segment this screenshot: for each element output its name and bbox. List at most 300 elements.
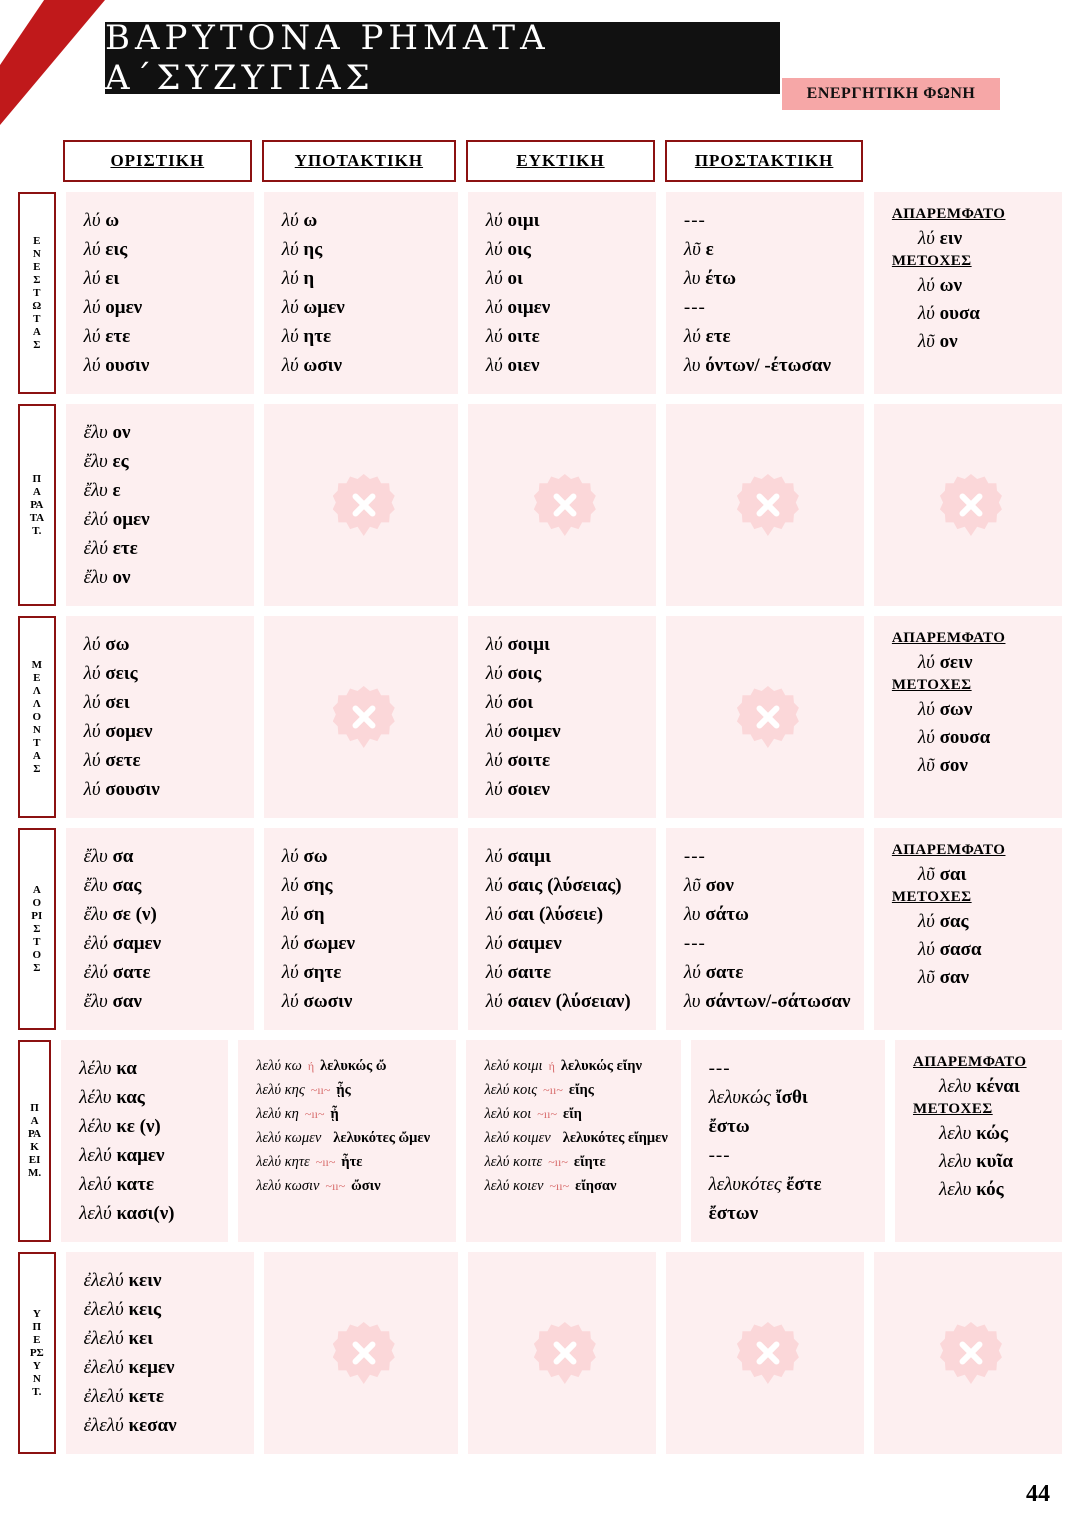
verb-stem: ἐλύ <box>83 933 113 954</box>
verb-ending: σον <box>705 875 734 896</box>
tense-row <box>18 1040 1062 1242</box>
compound-row <box>256 1174 444 1198</box>
compound-row <box>484 1126 668 1150</box>
cell-imperative-empty <box>666 404 864 606</box>
verb-form <box>84 563 242 592</box>
compound-periphrastic: εἴησαν <box>575 1178 617 1194</box>
tense-label-text: ΠΑΡΑΚΕΙΜ. <box>27 1102 42 1179</box>
compound-simple: λελύ κοι <box>484 1106 532 1122</box>
verb-form <box>84 1266 242 1295</box>
verb-stem: λύ <box>485 846 508 867</box>
verb-stem: λύ <box>83 721 106 742</box>
cell-subjunctive-empty <box>264 404 458 606</box>
verb-stem: λύ <box>485 991 508 1012</box>
verb-form <box>486 351 644 380</box>
verb-form <box>918 908 1050 936</box>
tense-label <box>18 828 56 1030</box>
verb-form <box>84 351 242 380</box>
verb-ending: εις <box>105 239 128 260</box>
cell-nonfinite <box>874 192 1062 394</box>
verb-ending: οιμεν <box>507 297 551 318</box>
cell-imperative-empty <box>666 1252 864 1454</box>
page-number: 44 <box>1026 1481 1050 1507</box>
verb-stem: λῦ <box>683 239 706 260</box>
verb-stem: λύ <box>83 268 106 289</box>
verb-ending: οιμι <box>507 210 540 231</box>
verb-stem: λύ <box>83 692 106 713</box>
verb-ending: κετε <box>128 1386 165 1407</box>
verb-ending: σητε <box>303 962 342 983</box>
compound-periphrastic: ἦτε <box>341 1154 363 1170</box>
verb-form <box>84 1295 242 1324</box>
not-applicable-icon <box>737 686 799 748</box>
verb-ending: σω <box>303 846 328 867</box>
verb-stem: ἐλελύ <box>83 1415 129 1436</box>
verb-stem: λύ <box>485 239 508 260</box>
compound-row <box>256 1078 444 1102</box>
verb-form <box>684 958 852 987</box>
verb-form <box>486 746 644 775</box>
verb-ending: ετε <box>112 538 138 559</box>
verb-form <box>282 322 446 351</box>
cell-nonfinite <box>874 616 1062 818</box>
compound-separator: ~ıı~ <box>315 1155 336 1169</box>
verb-ending: κατε <box>116 1174 155 1195</box>
verb-form <box>84 322 242 351</box>
compound-simple: λελύ κωμεν <box>256 1130 322 1146</box>
verb-stem: λύ <box>83 779 106 800</box>
verb-form <box>486 235 644 264</box>
verb-ending: ωσιν <box>303 355 343 376</box>
form-dash: --- <box>708 1145 731 1166</box>
verb-form <box>939 1073 1050 1101</box>
verb-ending: σαις (λύσειας) <box>507 875 622 896</box>
verb-ending: σάτω <box>705 904 749 925</box>
verb-form <box>918 724 1050 752</box>
verb-ending: σομεν <box>105 721 153 742</box>
verb-stem: ἔλυ <box>83 422 113 443</box>
verb-ending: κεις <box>128 1299 162 1320</box>
verb-form <box>486 659 644 688</box>
verb-form <box>79 1170 216 1199</box>
verb-ending: κός <box>976 1179 1004 1200</box>
tense-row <box>18 1252 1062 1454</box>
verb-stem: λύ <box>83 663 106 684</box>
verb-form <box>939 1120 1050 1148</box>
verb-form <box>84 264 242 293</box>
compound-simple: λελύ κη <box>256 1106 299 1122</box>
verb-form <box>918 936 1050 964</box>
verb-form <box>84 1324 242 1353</box>
verb-form <box>918 696 1050 724</box>
compound-simple: λελύ κοιτε <box>484 1154 543 1170</box>
verb-form <box>486 987 644 1016</box>
compound-simple: λελύ κωσιν <box>256 1178 320 1194</box>
verb-stem: λῦ <box>683 875 706 896</box>
verb-stem: λῦ <box>917 331 940 352</box>
verb-form <box>918 272 1050 300</box>
verb-ending: σοιεν <box>507 779 550 800</box>
verb-ending: ε <box>705 239 714 260</box>
verb-ending: ετε <box>105 326 131 347</box>
infinitive-forms <box>892 649 1050 677</box>
verb-form <box>918 225 1050 253</box>
cell-imperative <box>666 192 864 394</box>
verb-form <box>486 842 644 871</box>
verb-stem: ἐλελύ <box>83 1386 129 1407</box>
participle-forms <box>892 908 1050 992</box>
verb-stem: λῦ <box>917 755 940 776</box>
compound-simple: λελύ κοιμεν <box>484 1130 551 1146</box>
verb-form <box>684 987 852 1016</box>
tense-row <box>18 616 1062 818</box>
tense-label-text: ΠΑΡΑΤΑΤ. <box>29 472 45 537</box>
verb-ending: κει <box>128 1328 154 1349</box>
verb-ending: σατε <box>705 962 744 983</box>
verb-ending: ουσιν <box>105 355 150 376</box>
verb-form <box>84 418 242 447</box>
verb-stem: λύ <box>281 355 304 376</box>
compound-simple: λελύ κοις <box>484 1082 538 1098</box>
verb-form <box>486 717 644 746</box>
verb-ending: ειν <box>939 228 963 249</box>
mood-header-label: ΕΥΚΤΙΚΗ <box>516 151 605 170</box>
verb-ending: σε (ν) <box>112 904 157 925</box>
compound-separator: ή <box>307 1059 315 1073</box>
tense-row <box>18 192 1062 394</box>
verb-form <box>939 1176 1050 1204</box>
verb-form <box>282 900 446 929</box>
compound-periphrastic: λελυκώς ὤ <box>320 1058 387 1074</box>
cell-optative <box>468 192 656 394</box>
verb-form <box>84 746 242 775</box>
verb-ending: σεις <box>105 663 138 684</box>
compound-separator: ~ıı~ <box>325 1179 346 1193</box>
verb-stem: λύ <box>485 875 508 896</box>
participle-forms <box>913 1120 1050 1204</box>
verb-ending: ον <box>112 567 131 588</box>
page-title <box>105 18 780 98</box>
cell-indicative <box>66 404 254 606</box>
verb-stem: λελυκότες <box>708 1174 787 1195</box>
verb-form <box>84 206 242 235</box>
verb-ending: σασα <box>939 939 982 960</box>
compound-row <box>484 1078 668 1102</box>
conjugation-table <box>18 140 1062 1454</box>
mood-header-imperative <box>665 140 864 182</box>
verb-ending: σειν <box>939 652 973 673</box>
verb-ending: σα <box>112 846 134 867</box>
verb-stem: ἐλύ <box>83 538 113 559</box>
cell-optative <box>466 1040 680 1242</box>
compound-simple: λελύ κοιεν <box>484 1178 544 1194</box>
verb-stem: λύ <box>83 297 106 318</box>
cell-optative <box>468 828 656 1030</box>
verb-stem: λύ <box>83 239 106 260</box>
verb-ending: κεμεν <box>128 1357 175 1378</box>
verb-form <box>486 322 644 351</box>
cell-nonfinite <box>895 1040 1062 1242</box>
infinitive-forms <box>892 225 1050 253</box>
verb-stem: λυ <box>683 355 706 376</box>
verb-stem: λύ <box>485 663 508 684</box>
verb-ending: σης <box>303 875 333 896</box>
verb-ending: σαν <box>939 967 970 988</box>
verb-ending: κέναι <box>976 1076 1020 1097</box>
infinitive-forms <box>913 1073 1050 1101</box>
verb-ending: κώς <box>976 1123 1008 1144</box>
verb-stem: λύ <box>281 991 304 1012</box>
verb-form <box>684 235 852 264</box>
compound-row <box>256 1150 444 1174</box>
verb-ending: καμεν <box>116 1145 165 1166</box>
verb-form <box>486 900 644 929</box>
verb-ending: ητε <box>303 326 332 347</box>
verb-form <box>84 842 242 871</box>
compound-row <box>256 1126 444 1150</box>
verb-ending: σας <box>112 875 142 896</box>
verb-stem: λύ <box>917 652 940 673</box>
verb-form <box>684 900 852 929</box>
verb-stem: λελυ <box>938 1123 977 1144</box>
verb-ending: οι <box>507 268 523 289</box>
verb-form <box>84 505 242 534</box>
verb-form <box>282 351 446 380</box>
compound-forms <box>256 1054 444 1198</box>
cell-nonfinite-empty <box>874 404 1062 606</box>
verb-stem: ἔλυ <box>83 846 113 867</box>
verb-form <box>84 929 242 958</box>
form-dash: --- <box>683 297 706 318</box>
cell-nonfinite-empty <box>874 1252 1062 1454</box>
verb-stem: λύ <box>281 297 304 318</box>
verb-ending: σας <box>939 911 969 932</box>
verb-ending: ω <box>303 210 318 231</box>
verb-stem: ἔλυ <box>83 567 113 588</box>
tense-row <box>18 404 1062 606</box>
verb-ending: κειν <box>128 1270 162 1291</box>
compound-simple: λελύ κητε <box>256 1154 310 1170</box>
mood-header-label: ΠΡΟΣΤΑΚΤΙΚΗ <box>694 151 834 170</box>
compound-simple: λελύ κω <box>256 1058 302 1074</box>
verb-form <box>282 871 446 900</box>
verb-stem: ἔλυ <box>83 991 113 1012</box>
cell-indicative <box>66 828 254 1030</box>
verb-stem: λύ <box>917 911 940 932</box>
verb-ending: ἔστω <box>708 1116 750 1137</box>
verb-form <box>84 900 242 929</box>
participle-label: ΜΕΤΟΧΕΣ <box>891 889 972 905</box>
cell-subjunctive-empty <box>264 616 458 818</box>
compound-row <box>256 1054 444 1078</box>
compound-row <box>484 1150 668 1174</box>
verb-form <box>486 630 644 659</box>
verb-stem: λύ <box>485 904 508 925</box>
verb-ending: κεσαν <box>128 1415 177 1436</box>
compound-row <box>484 1174 668 1198</box>
verb-stem: λέλυ <box>79 1058 117 1079</box>
verb-ending: ἔστε <box>786 1174 822 1195</box>
verb-form <box>84 958 242 987</box>
not-applicable-icon <box>534 474 596 536</box>
cell-optative-empty <box>468 404 656 606</box>
verb-stem: λύ <box>683 326 706 347</box>
verb-stem: ἔλυ <box>83 904 113 925</box>
verb-stem: λέλυ <box>79 1087 117 1108</box>
not-applicable-icon <box>940 474 1002 536</box>
form-dash: --- <box>683 933 706 954</box>
verb-stem: λῦ <box>917 967 940 988</box>
verb-form <box>709 1112 873 1141</box>
verb-form <box>486 688 644 717</box>
verb-form <box>79 1199 216 1228</box>
verb-form <box>684 322 852 351</box>
verb-stem: λύ <box>83 750 106 771</box>
verb-form <box>84 447 242 476</box>
verb-stem: λελυ <box>938 1179 977 1200</box>
verb-form <box>84 1353 242 1382</box>
mood-header-subjunctive <box>262 140 457 182</box>
verb-stem: λύ <box>485 210 508 231</box>
participle-forms <box>892 272 1050 356</box>
cell-indicative <box>66 616 254 818</box>
compound-separator: ~ıı~ <box>537 1107 557 1121</box>
verb-stem: λύ <box>485 962 508 983</box>
verb-form <box>282 929 446 958</box>
form-dash: --- <box>708 1058 731 1079</box>
verb-form <box>486 929 644 958</box>
verb-ending: σαν <box>112 991 142 1012</box>
verb-ending: ἔστων <box>708 1203 759 1224</box>
verb-form <box>84 688 242 717</box>
verb-stem: λέλυ <box>79 1116 117 1137</box>
verb-ending: σαι <box>939 864 967 885</box>
verb-stem: λύ <box>83 210 106 231</box>
verb-stem: ἐλύ <box>83 962 113 983</box>
infinitive-label: ΑΠΑΡΕΜΦΑΤΟ <box>912 1054 1027 1070</box>
verb-ending: σοιτε <box>507 750 551 771</box>
verb-stem: λελυ <box>938 1076 977 1097</box>
mood-header-row <box>18 140 1062 182</box>
verb-ending: σωσιν <box>303 991 353 1012</box>
verb-ending: σουσα <box>939 727 991 748</box>
verb-ending: ση <box>303 904 325 925</box>
verb-ending: σουσιν <box>105 779 160 800</box>
verb-ending: ων <box>939 275 962 296</box>
participle-label: ΜΕΤΟΧΕΣ <box>891 253 972 269</box>
mood-header-label: ΥΠΟΤΑΚΤΙΚΗ <box>294 151 424 170</box>
cell-indicative <box>66 1252 254 1454</box>
verb-form <box>282 235 446 264</box>
verb-form <box>282 987 446 1016</box>
cell-subjunctive <box>264 828 458 1030</box>
verb-ending: σετε <box>105 750 141 771</box>
verb-ending: οις <box>507 239 531 260</box>
verb-ending: κασι(ν) <box>116 1203 175 1224</box>
compound-periphrastic: ᾖ <box>330 1106 339 1122</box>
verb-form <box>84 476 242 505</box>
verb-form <box>918 300 1050 328</box>
verb-ending: σαι (λύσειε) <box>507 904 604 925</box>
verb-stem: λύ <box>281 875 304 896</box>
verb-stem: λύ <box>281 239 304 260</box>
verb-form <box>486 871 644 900</box>
verb-form <box>84 659 242 688</box>
verb-ending: σοις <box>507 663 542 684</box>
verb-ending: κα <box>116 1058 137 1079</box>
verb-stem: ἐλελύ <box>83 1270 129 1291</box>
verb-form <box>84 293 242 322</box>
verb-stem: ἔλυ <box>83 875 113 896</box>
verb-stem: λύ <box>683 962 706 983</box>
verb-form <box>84 775 242 804</box>
verb-stem: λύ <box>917 228 940 249</box>
verb-ending: οιτε <box>507 326 540 347</box>
verb-form <box>84 871 242 900</box>
verb-ending: σαιμι <box>507 846 551 867</box>
infinitive-label: ΑΠΑΡΕΜΦΑΤΟ <box>891 842 1006 858</box>
not-applicable-icon <box>333 686 395 748</box>
verb-form <box>282 264 446 293</box>
compound-periphrastic: εἴη <box>562 1106 582 1122</box>
verb-ending: σει <box>105 692 130 713</box>
verb-form <box>684 264 852 293</box>
verb-form <box>939 1148 1050 1176</box>
verb-ending: σαιμεν <box>507 933 562 954</box>
cell-imperative-empty <box>666 616 864 818</box>
not-applicable-icon <box>534 1322 596 1384</box>
verb-ending: ωμεν <box>303 297 345 318</box>
verb-stem: λελυκώς <box>708 1087 776 1108</box>
verb-stem: λύ <box>485 750 508 771</box>
tense-label-text: ΑΟΡΙΣΤΟΣ <box>31 883 43 974</box>
verb-form <box>486 958 644 987</box>
not-applicable-icon <box>333 474 395 536</box>
verb-form <box>684 871 852 900</box>
verb-ending: ε <box>112 480 121 501</box>
verb-form <box>282 206 446 235</box>
verb-stem: λύ <box>83 355 106 376</box>
verb-stem: λύ <box>83 634 106 655</box>
verb-stem: λυ <box>683 268 706 289</box>
verb-stem: λύ <box>485 355 508 376</box>
cell-indicative <box>61 1040 228 1242</box>
verb-stem: λελυ <box>938 1151 977 1172</box>
verb-form <box>709 1083 873 1112</box>
compound-periphrastic: ὤσιν <box>351 1178 381 1194</box>
verb-form <box>79 1141 216 1170</box>
participle-label: ΜΕΤΟΧΕΣ <box>891 677 972 693</box>
verb-stem: λύ <box>281 904 304 925</box>
verb-form <box>918 964 1050 992</box>
compound-separator: ~ıı~ <box>310 1083 331 1097</box>
verb-form <box>282 958 446 987</box>
infinitive-forms <box>892 861 1050 889</box>
verb-stem: ἐλελύ <box>83 1299 129 1320</box>
participle-forms <box>892 696 1050 780</box>
verb-ending: οιεν <box>507 355 540 376</box>
verb-form <box>486 206 644 235</box>
mood-header-label: ΟΡΙΣΤΙΚΗ <box>110 151 205 170</box>
cell-subjunctive <box>264 192 458 394</box>
tense-label-text: ΜΕΛΛΟΝΤΑΣ <box>31 658 42 775</box>
verb-form <box>84 235 242 264</box>
verb-stem: λελύ <box>79 1203 117 1224</box>
verb-ending: σον <box>939 755 968 776</box>
verb-ending: σω <box>105 634 130 655</box>
verb-ending: σαιεν (λύσειαν) <box>507 991 631 1012</box>
verb-ending: σαιτε <box>507 962 552 983</box>
